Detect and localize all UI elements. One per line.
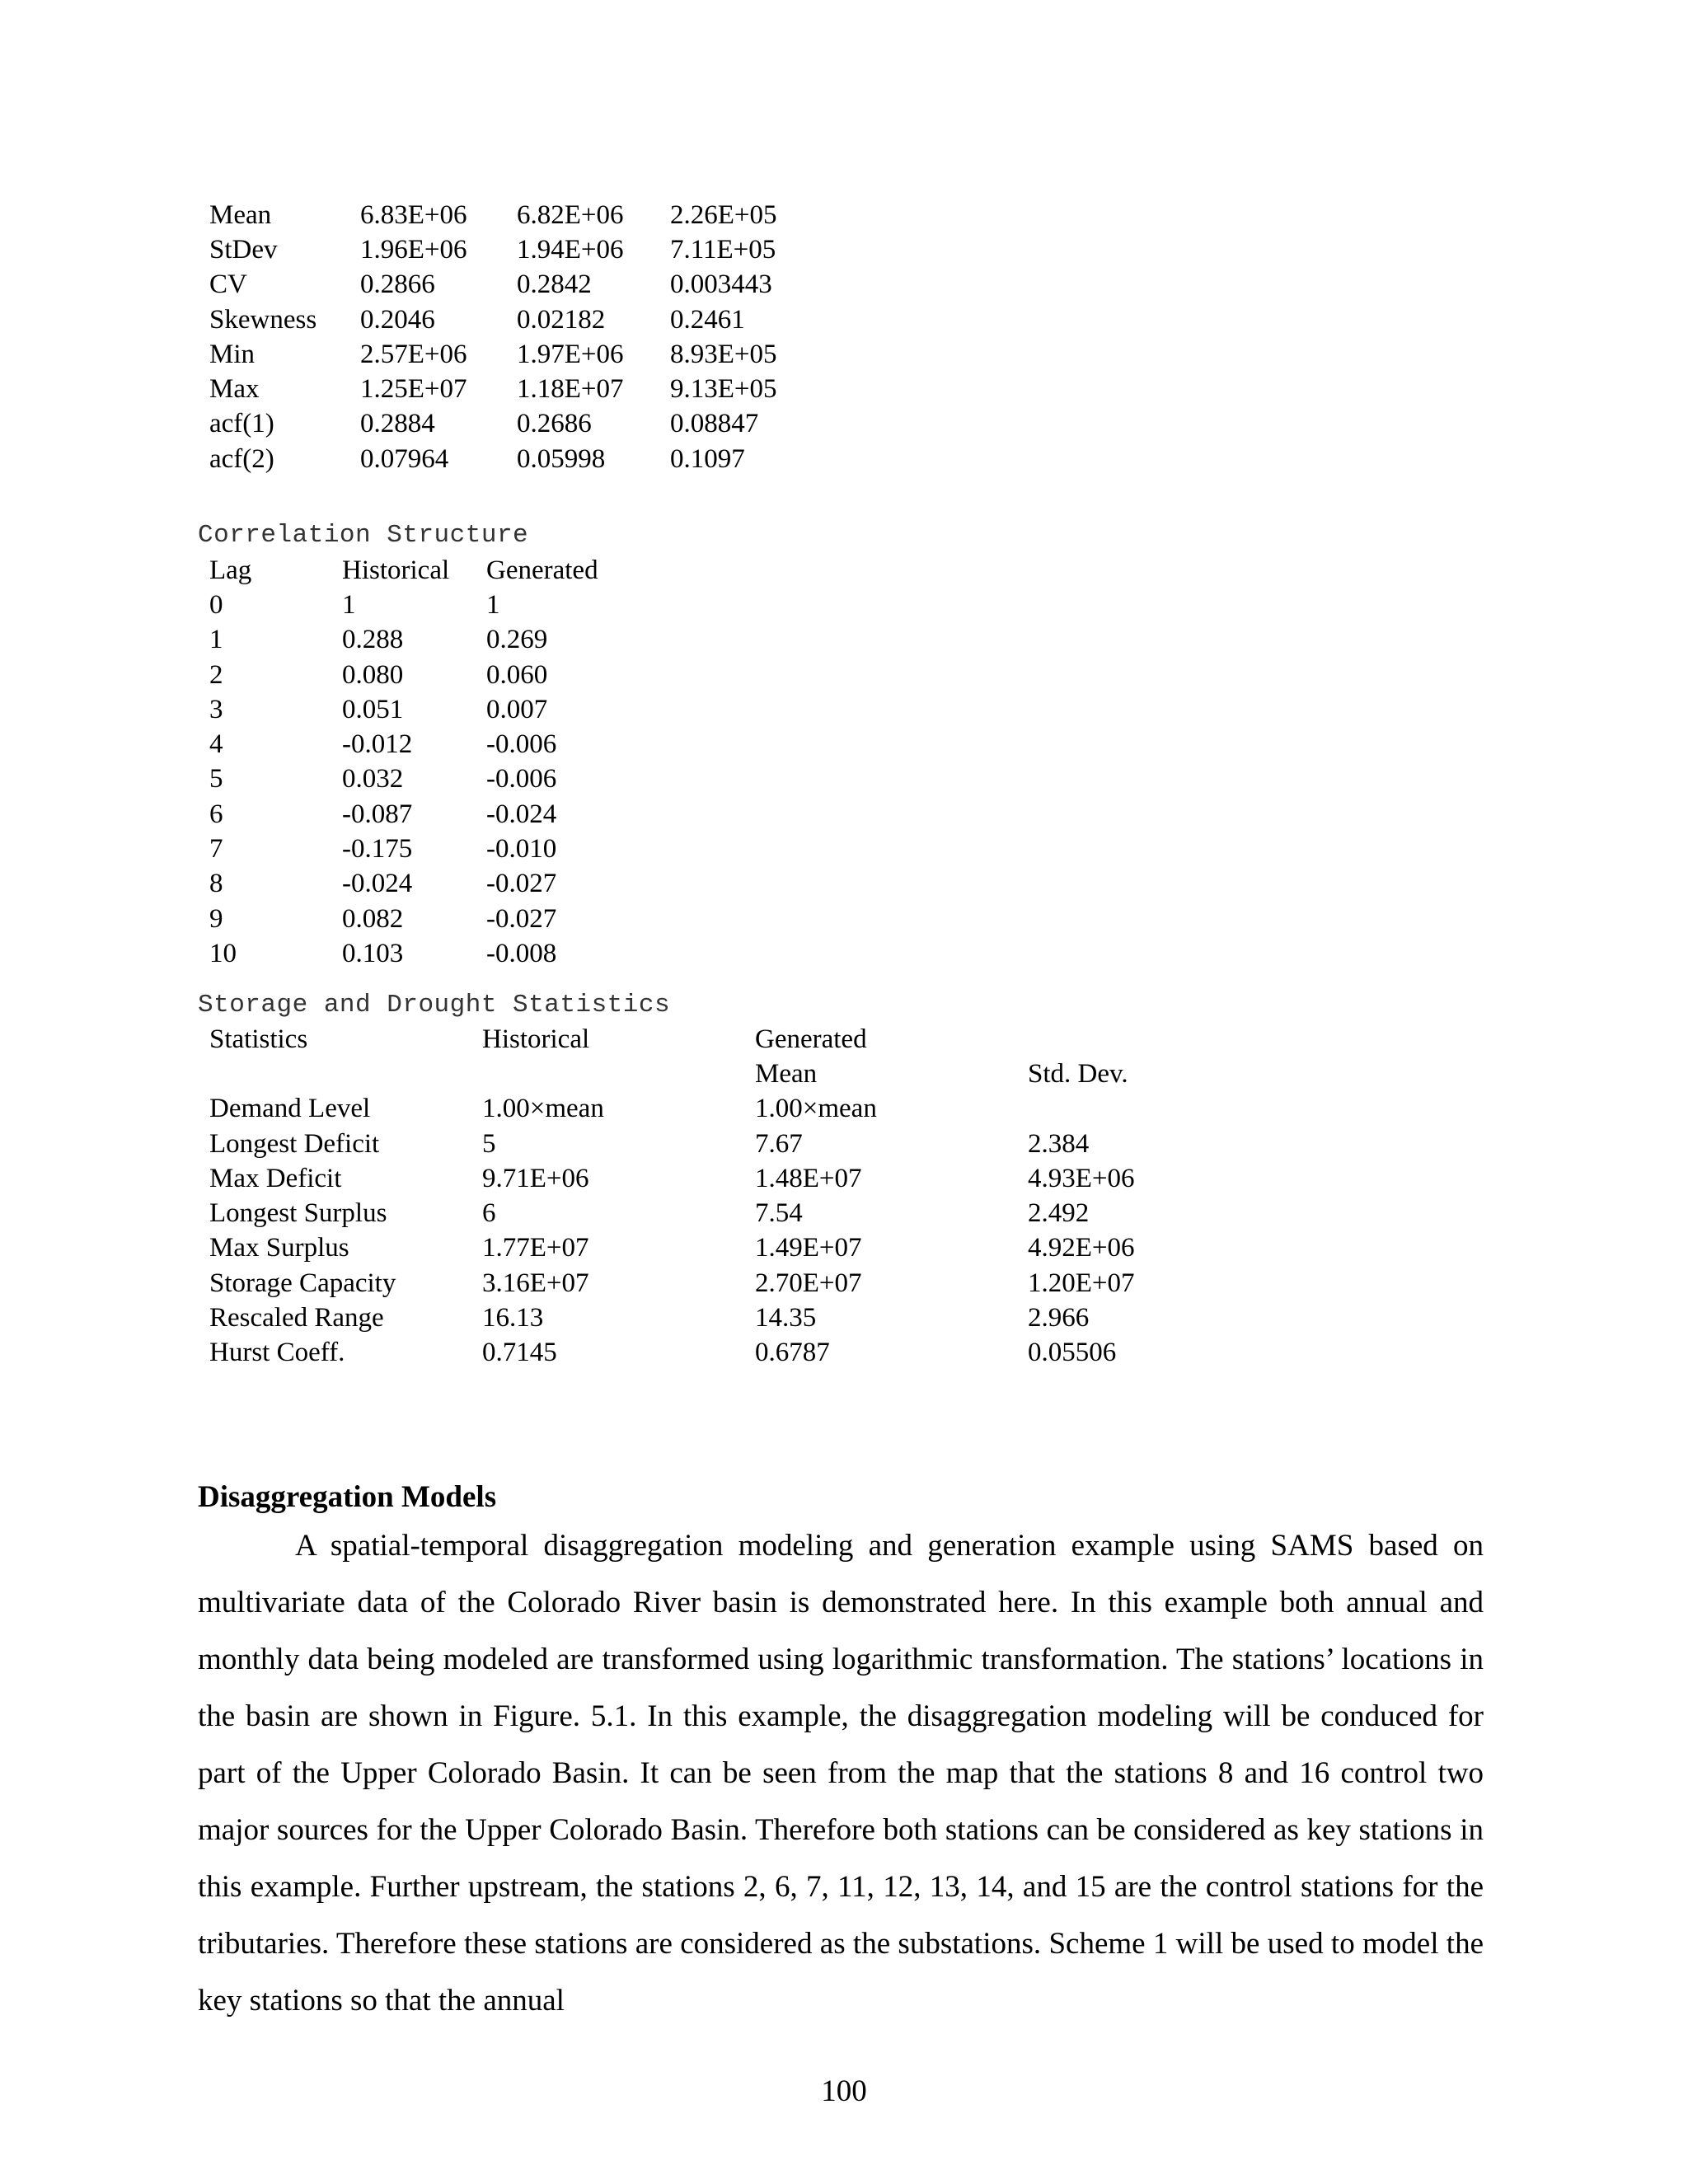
- generated-value: -0.027: [486, 903, 557, 934]
- generated-mean-value: 0.6787: [755, 1338, 830, 1368]
- lag-value: 9: [209, 903, 223, 934]
- historical-value: 1.00×mean: [482, 1094, 604, 1124]
- generated-mean-value: 2.70E+07: [755, 1268, 862, 1298]
- stat-value: 1.94E+06: [517, 234, 624, 265]
- table-row: [209, 762, 626, 797]
- lag-value: 0: [209, 589, 223, 620]
- stat-value: 0.2842: [517, 269, 592, 300]
- statistic-name: Longest Deficit: [209, 1128, 380, 1159]
- historical-value: 0.103: [342, 938, 404, 968]
- table-row: [209, 268, 794, 302]
- stat-label: CV: [209, 269, 247, 300]
- column-header-generated: Generated: [486, 555, 598, 585]
- generated-std-dev-value: 1.20E+07: [1028, 1268, 1135, 1298]
- stat-value: 6.83E+06: [360, 199, 467, 230]
- table-row: [209, 198, 794, 232]
- generated-value: 0.269: [486, 625, 548, 655]
- correlation-structure-title: Correlation Structure: [198, 521, 529, 550]
- historical-value: 9.71E+06: [482, 1163, 589, 1193]
- table-row: [209, 936, 626, 971]
- table-row: [209, 1266, 1193, 1301]
- table-row: [209, 867, 626, 902]
- generated-value: -0.006: [486, 729, 557, 760]
- historical-value: -0.087: [342, 799, 413, 829]
- historical-value: 0.051: [342, 694, 404, 724]
- table-subheader-row: [209, 1057, 1193, 1091]
- stat-value: 6.82E+06: [517, 199, 624, 230]
- table-row: [209, 1336, 1193, 1371]
- table-row: [209, 658, 626, 692]
- generated-std-dev-value: 4.92E+06: [1028, 1233, 1135, 1263]
- lag-value: 6: [209, 799, 223, 829]
- table-row: [209, 832, 626, 866]
- generated-mean-value: 1.48E+07: [755, 1163, 862, 1193]
- historical-value: 0.288: [342, 625, 404, 655]
- stat-value: 0.2461: [670, 304, 745, 335]
- lag-value: 10: [209, 938, 237, 968]
- table-row: [209, 1092, 1193, 1127]
- historical-value: 1: [342, 589, 356, 620]
- statistic-name: Hurst Coeff.: [209, 1338, 345, 1368]
- statistic-name: Rescaled Range: [209, 1303, 384, 1333]
- stat-value: 1.97E+06: [517, 339, 624, 369]
- stat-label: Max: [209, 374, 260, 405]
- lag-value: 3: [209, 694, 223, 724]
- generated-value: 0.060: [486, 659, 548, 690]
- column-header-generated: Generated: [755, 1024, 867, 1054]
- column-header-mean: Mean: [755, 1058, 818, 1089]
- historical-value: -0.175: [342, 834, 413, 865]
- statistic-name: Storage Capacity: [209, 1268, 396, 1298]
- lag-value: 7: [209, 834, 223, 865]
- statistic-name: Max Deficit: [209, 1163, 342, 1193]
- table-header-row: [209, 553, 626, 588]
- statistic-name: Demand Level: [209, 1094, 371, 1124]
- historical-value: 3.16E+07: [482, 1268, 589, 1298]
- table-row: [209, 372, 794, 406]
- historical-value: 0.032: [342, 764, 404, 794]
- stat-value: 0.2046: [360, 304, 435, 335]
- generated-value: -0.024: [486, 799, 557, 829]
- historical-value: 0.082: [342, 903, 404, 934]
- stat-label: StDev: [209, 234, 278, 265]
- generated-mean-value: 14.35: [755, 1303, 817, 1333]
- table-row: [209, 692, 626, 727]
- stat-value: 9.13E+05: [670, 374, 777, 405]
- generated-value: 1: [486, 589, 500, 620]
- summary-statistics-table: [209, 198, 794, 476]
- table-row: [209, 797, 626, 832]
- stat-value: 0.07964: [360, 443, 449, 474]
- generated-value: -0.010: [486, 834, 557, 865]
- generated-mean-value: 7.67: [755, 1128, 803, 1159]
- generated-std-dev-value: 2.384: [1028, 1128, 1090, 1159]
- table-header-row: [209, 1022, 1193, 1057]
- body-paragraph: A spatial-temporal disaggregation modeling and generation example using SAMS based on multivariate data of the Colorado River basin is demonstrated here. In this example both annual and monthly data being modeled are transformed using logarithmic transformation. The stations’ locations in the basin are shown in Figure. 5.1. In this example, the disaggregation modeling will be conduced for part of the Upper Colorado Basin. It can be seen from the map that the stations 8 and 16 control two major sources for the Upper Colorado Basin. Therefore both stations can be considered as key stations in this example. Further upstream, the stations 2, 6, 7, 11, 12, 13, 14, and 15 are the control stations for the tributaries. Therefore these stations are considered as the substations. Scheme 1 will be used to model the key stations so that the annual: [198, 1529, 1484, 2018]
- lag-value: 2: [209, 659, 223, 690]
- lag-value: 4: [209, 729, 223, 760]
- generated-mean-value: 1.00×mean: [755, 1094, 877, 1124]
- historical-value: 0.7145: [482, 1338, 557, 1368]
- column-header-historical: Historical: [342, 555, 450, 585]
- lag-value: 5: [209, 764, 223, 794]
- table-row: [209, 902, 626, 936]
- stat-value: 0.05998: [517, 443, 606, 474]
- table-row: [209, 1196, 1193, 1230]
- stat-value: 8.93E+05: [670, 339, 777, 369]
- stat-value: 0.2866: [360, 269, 435, 300]
- table-row: [209, 337, 794, 372]
- stat-label: Min: [209, 339, 256, 369]
- stat-value: 2.57E+06: [360, 339, 467, 369]
- stat-label: Mean: [209, 199, 272, 230]
- stat-value: 0.003443: [670, 269, 772, 300]
- stat-label: acf(2): [209, 443, 274, 474]
- generated-std-dev-value: 0.05506: [1028, 1338, 1117, 1368]
- historical-value: 6: [482, 1198, 496, 1229]
- generated-mean-value: 7.54: [755, 1198, 803, 1229]
- stat-value: 0.02182: [517, 304, 606, 335]
- generated-value: 0.007: [486, 694, 548, 724]
- table-row: [209, 727, 626, 762]
- table-row: [209, 623, 626, 658]
- historical-value: -0.024: [342, 869, 413, 899]
- lag-value: 1: [209, 625, 223, 655]
- historical-value: 5: [482, 1128, 496, 1159]
- section-heading: Disaggregation Models: [198, 1480, 497, 1514]
- historical-value: 16.13: [482, 1303, 544, 1333]
- table-row: [209, 1301, 1193, 1335]
- table-row: [209, 232, 794, 267]
- storage-drought-title: Storage and Drought Statistics: [198, 991, 671, 1019]
- generated-value: -0.008: [486, 938, 557, 968]
- generated-std-dev-value: 4.93E+06: [1028, 1163, 1135, 1193]
- page-number: 100: [821, 2074, 867, 2108]
- stat-value: 1.96E+06: [360, 234, 467, 265]
- statistic-name: Max Surplus: [209, 1233, 349, 1263]
- historical-value: 1.77E+07: [482, 1233, 589, 1263]
- stat-value: 1.25E+07: [360, 374, 467, 405]
- stat-value: 1.18E+07: [517, 374, 624, 405]
- table-row: [209, 1127, 1193, 1161]
- stat-value: 0.08847: [670, 409, 759, 439]
- generated-std-dev-value: 2.966: [1028, 1303, 1090, 1333]
- table-row: [209, 1161, 1193, 1196]
- stat-value: 7.11E+05: [670, 234, 776, 265]
- column-header-lag: Lag: [209, 555, 252, 585]
- generated-std-dev-value: 2.492: [1028, 1198, 1090, 1229]
- stat-label: acf(1): [209, 409, 274, 439]
- column-header-statistics: Statistics: [209, 1024, 308, 1054]
- column-header-std-dev: Std. Dev.: [1028, 1058, 1128, 1089]
- generated-mean-value: 1.49E+07: [755, 1233, 862, 1263]
- table-row: [209, 302, 794, 337]
- lag-value: 8: [209, 869, 223, 899]
- stat-value: 2.26E+05: [670, 199, 777, 230]
- table-row: [209, 588, 626, 622]
- statistic-name: Longest Surplus: [209, 1198, 387, 1229]
- table-row: [209, 442, 794, 476]
- historical-value: -0.012: [342, 729, 413, 760]
- stat-value: 0.1097: [670, 443, 745, 474]
- generated-value: -0.027: [486, 869, 557, 899]
- correlation-structure-table: [209, 553, 626, 972]
- table-row: [209, 407, 794, 442]
- historical-value: 0.080: [342, 659, 404, 690]
- column-header-historical: Historical: [482, 1024, 590, 1054]
- stat-value: 0.2884: [360, 409, 435, 439]
- stat-label: Skewness: [209, 304, 317, 335]
- storage-drought-table: [209, 1022, 1193, 1371]
- stat-value: 0.2686: [517, 409, 592, 439]
- generated-value: -0.006: [486, 764, 557, 794]
- table-row: [209, 1231, 1193, 1266]
